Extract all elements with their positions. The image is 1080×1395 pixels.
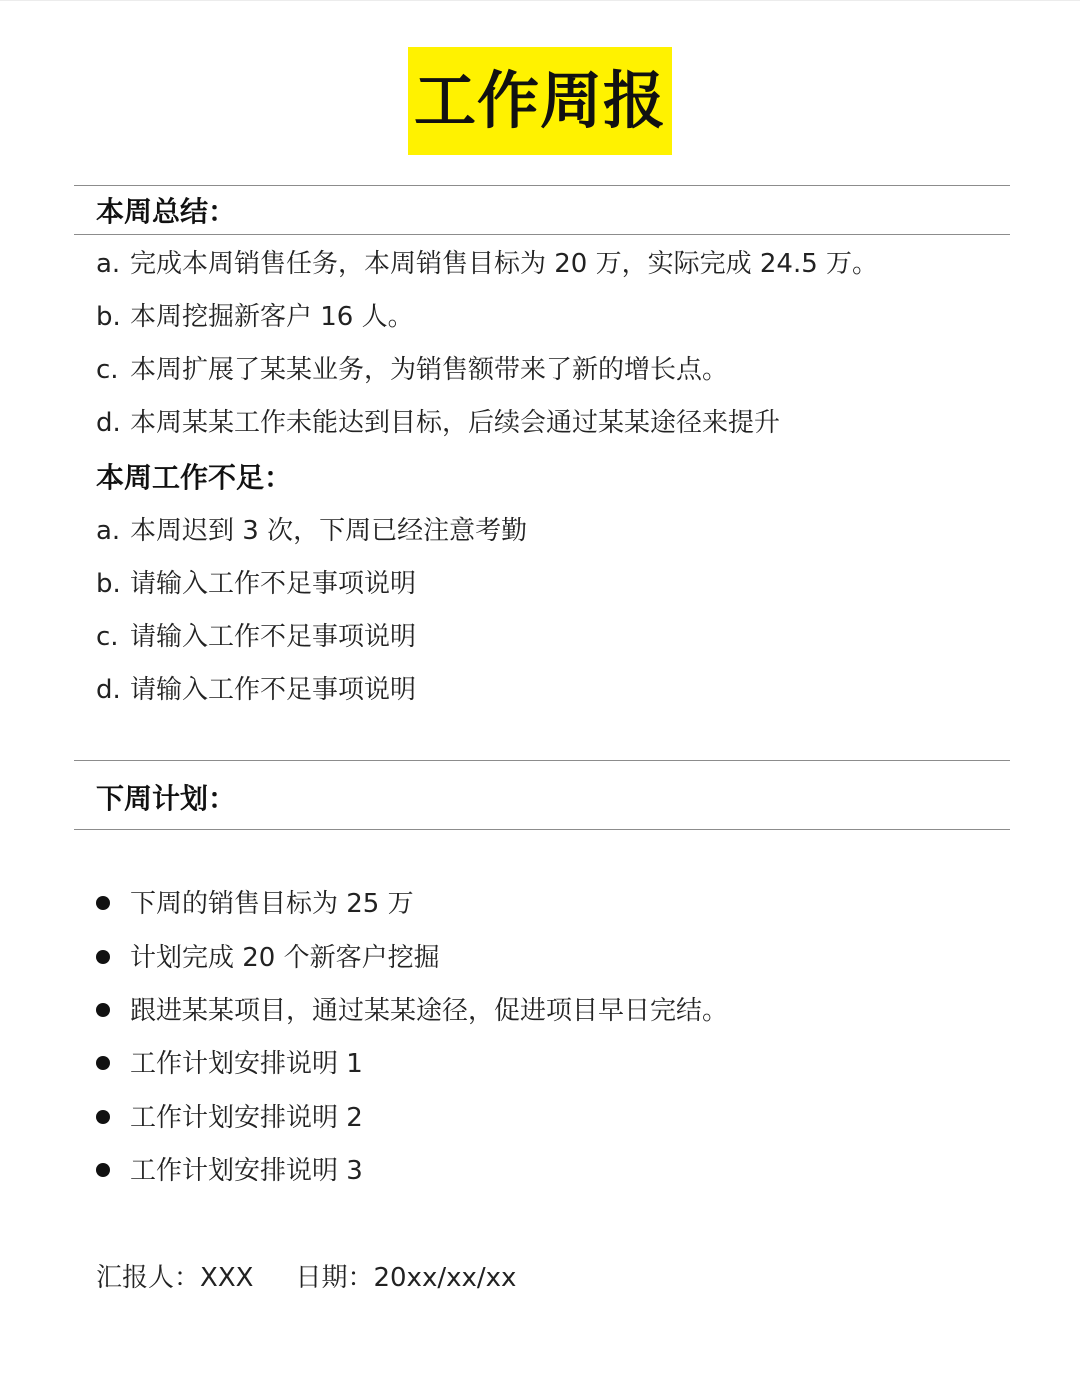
- plan-item: [96, 884, 414, 924]
- summary-heading: 本周总结：: [96, 195, 237, 228]
- bullet-icon: [96, 1003, 110, 1017]
- summary-item: [96, 403, 780, 443]
- bullet-icon: [96, 950, 110, 964]
- shortcoming-item: [96, 511, 527, 551]
- shortcoming-item: [96, 617, 416, 657]
- plan-item: [96, 938, 440, 978]
- divider-plan-bottom: [74, 829, 1010, 830]
- divider-summary-top: [74, 185, 1010, 186]
- item-text: 本周迟到 3 次，下周已经注意考勤: [130, 516, 528, 546]
- item-marker: d.: [96, 408, 121, 438]
- item-marker: c.: [96, 622, 119, 652]
- item-text: 请输入工作不足事项说明: [130, 569, 417, 599]
- item-marker: b.: [96, 302, 121, 332]
- date-value: 20xx/xx/xx: [373, 1263, 517, 1293]
- item-text: 完成本周销售任务，本周销售目标为 20 万，实际完成 24.5 万。: [130, 249, 879, 279]
- item-marker: a.: [96, 516, 121, 546]
- report-footer: [96, 1258, 516, 1298]
- page-title: 工作周报: [408, 47, 672, 155]
- item-text: 本周挖掘新客户 16 人。: [130, 302, 414, 332]
- item-marker: a.: [96, 249, 121, 279]
- plan-item-text: 跟进某某项目，通过某某途径，促进项目早日完结。: [130, 996, 729, 1026]
- bullet-icon: [96, 1163, 110, 1177]
- summary-item: [96, 297, 414, 337]
- item-marker: b.: [96, 569, 121, 599]
- item-marker: c.: [96, 355, 119, 385]
- reporter-value: XXX: [200, 1263, 254, 1293]
- summary-item: [96, 350, 728, 390]
- reporter-label: 汇报人：: [96, 1263, 201, 1293]
- plan-heading: 下周计划：: [96, 782, 237, 815]
- divider-plan-top: [74, 760, 1010, 761]
- plan-item: [96, 991, 728, 1031]
- plan-item-text: 计划完成 20 个新客户挖掘: [130, 943, 440, 973]
- plan-item: [96, 1151, 363, 1191]
- plan-item-text: 下周的销售目标为 25 万: [130, 889, 414, 919]
- plan-item-text: 工作计划安排说明 1: [130, 1049, 363, 1079]
- bullet-icon: [96, 1110, 110, 1124]
- title-wrap: [0, 47, 1080, 155]
- plan-item: [96, 1098, 363, 1138]
- item-marker: d.: [96, 675, 121, 705]
- item-text: 本周扩展了某某业务，为销售额带来了新的增长点。: [130, 355, 729, 385]
- shortcoming-item: [96, 670, 416, 710]
- date-label: 日期：: [295, 1263, 374, 1293]
- item-text: 本周某某工作未能达到目标，后续会通过某某途径来提升: [130, 408, 781, 438]
- plan-item-text: 工作计划安排说明 2: [130, 1103, 363, 1133]
- summary-item: [96, 244, 878, 284]
- item-text: 请输入工作不足事项说明: [130, 675, 417, 705]
- bullet-icon: [96, 896, 110, 910]
- plan-item-text: 工作计划安排说明 3: [130, 1156, 363, 1186]
- shortcomings-heading: 本周工作不足：: [96, 461, 293, 494]
- bullet-icon: [96, 1056, 110, 1070]
- shortcoming-item: [96, 564, 416, 604]
- divider-summary-bottom: [74, 234, 1010, 235]
- item-text: 请输入工作不足事项说明: [130, 622, 417, 652]
- plan-item: [96, 1044, 363, 1084]
